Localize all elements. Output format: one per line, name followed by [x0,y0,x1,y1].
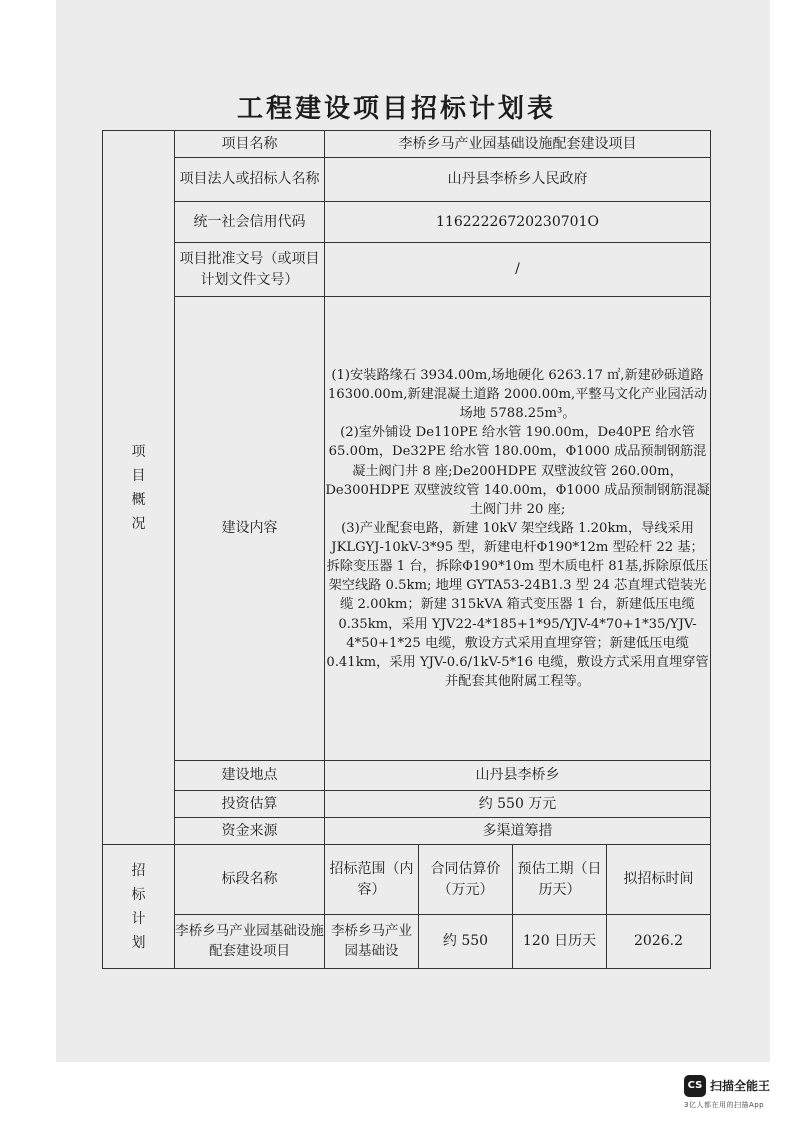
row-funding [103,818,711,845]
label-investment: 投资估算 [175,791,325,818]
value-project-name: 李桥乡马产业园基础设施配套建设项目 [325,131,711,158]
header-duration: 预估工期（日历天） [513,845,607,915]
header-lot-name: 标段名称 [175,845,325,915]
watermark-app-name: 扫描全能王 [710,1079,771,1093]
label-legal-person: 项目法人或招标人名称 [175,158,325,202]
section-bid-plan [103,845,175,969]
row-legal-person [103,158,711,202]
camscanner-logo-icon: CS [684,1075,706,1097]
row-construction-content [103,297,711,761]
document-title: 工程建设项目招标计划表 [236,94,556,124]
label-project-name: 项目名称 [175,131,325,158]
label-funding: 资金来源 [175,818,325,845]
header-bid-time: 拟招标时间 [607,845,711,915]
cell-lot-name: 李桥乡马产业园基础设施配套建设项目 [175,915,325,969]
value-legal-person: 山丹县李桥乡人民政府 [325,158,711,202]
content-paragraph: (1)安装路缘石 3934.00m,场地硬化 6263.17 ㎡,新建砂砾道路 16300.00m,新建混凝土道路 2000.00m,平整马文化产业园活动场地 5788.25m³。 [327,367,708,422]
section-label-plan: 招 标 计 划 [131,862,146,951]
bid-plan-header-row [103,845,711,915]
cell-duration: 120 日历天 [513,915,607,969]
value-investment: 约 550 万元 [325,791,711,818]
label-construction-content: 建设内容 [175,297,325,761]
section-project-overview [103,131,175,845]
value-approval-no: / [325,243,711,297]
cell-contract-estimate: 约 550 [419,915,513,969]
row-approval-no [103,243,711,297]
cell-bid-scope: 李桥乡马产业园基础设 [325,915,419,969]
label-credit-code: 统一社会信用代码 [175,202,325,243]
content-paragraph: (3)产业配套电路，新建 10kV 架空线路 1.20km，导线采用 JKLGYJ-10kV-3*95 型，新建电杆Φ190*12m 型砼杆 22 基；拆除变压器 1 台，拆除Φ190*10m 型木质电杆 81基,拆除原低压架空线路 0.5km; 地埋 GYTA53-24B1.3 型 24 芯直埋式铠装光缆 2.00km；新建 315kVA 箱式变压器 1 台，新建低压电缆 0.35km，采用 YJV22-4*185+1*95/YJV-4*70+1*35/YJV-4*50+1*25 电缆，敷设方式采用直埋穿管；新建低压电缆 0.41km，采用 YJV-0.6/1kV-5*16 电缆，敷设方式采用直埋穿管并配套其他附属工程等。 [326,520,709,690]
value-credit-code: 11622226720230701O [325,202,711,243]
section-label-overview: 项 目 概 况 [131,443,146,532]
value-funding: 多渠道筹措 [325,818,711,845]
label-location: 建设地点 [175,761,325,791]
row-investment [103,791,711,818]
row-credit-code [103,202,711,243]
content-paragraph: (2)室外铺设 De110PE 给水管 190.00m，De40PE 给水管 65.00m，De32PE 给水管 180.00m，Φ1000 成品预制钢筋混凝土阀门井 8 座;De200HDPE 双壁波纹管 260.00m，De300HDPE 双壁波纹管 140.00m，Φ1000 成品预制钢筋混凝土阀门井 20 座; [325,425,710,517]
watermark-slogan: 3亿人都在用的扫描App [684,1101,765,1109]
row-location [103,761,711,791]
header-bid-scope: 招标范围（内容） [325,845,419,915]
label-approval-no: 项目批准文号（或项目计划文件文号） [175,243,325,297]
bid-plan-row [103,915,711,969]
value-location: 山丹县李桥乡 [325,761,711,791]
camscanner-watermark [684,1072,784,1116]
header-contract-estimate: 合同估算价（万元） [419,845,513,915]
value-construction-content [325,297,711,761]
bid-plan-table [102,130,711,969]
row-project-name [103,131,711,158]
cell-bid-time: 2026.2 [607,915,711,969]
